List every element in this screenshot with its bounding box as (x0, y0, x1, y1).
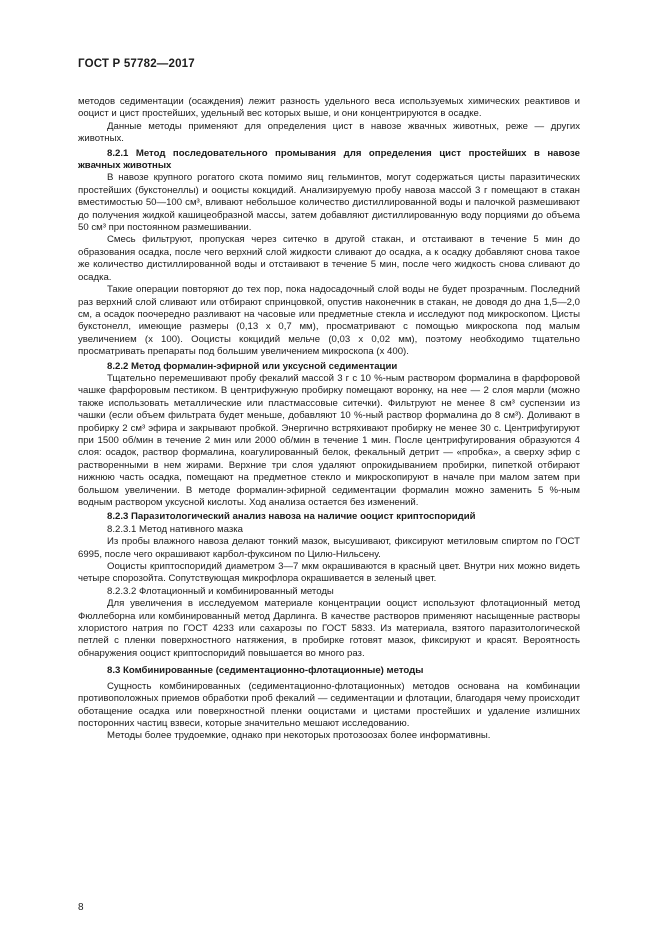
page-number: 8 (78, 902, 84, 913)
document-header: ГОСТ Р 57782—2017 (78, 58, 195, 70)
paragraph: Для увеличения в исследуемом материале концентрации ооцист используют флотационный метод Фюллеборна или комбинированный метод Дарлинга. В качестве растворов применяют насыщенные растворы хлористого натрия по ГОСТ 4233 или сахарозы по ГОСТ 5833. Из материала, взятого паразитологической петлей с пленки поверхностного натяжения, в пробирке готовят мазок, фиксируют и красят. Вероятность обнаружения ооцист криптоспоридий повышается во много раз. (78, 598, 580, 659)
paragraph: Такие операции повторяют до тех пор, пока надосадочный слой воды не будет прозрачным. Последний раз верхний слой сливают или отбирают спринцовкой, опустив наконечник в стакан, не доводя до дна 1,5—2,0 см, а осадок поочередно разливают на часовые или предметные стекла и исследуют под микроскопом. Цисты букстонелл, имеющие размеры (0,13 х 0,7 мм), просматривают с помощью микроскопа под малым увеличением (х 100). Ооцисты кокцидий мельче (0,03 х 0,02 мм), поэтому необходимо тщательно просматривать препараты под большим увеличением микроскопа (х 400). (78, 284, 580, 358)
paragraph: Сущность комбинированных (седиментационно-флотационных) методов основана на комбинации противоположных приемов обработки проб фекалий — седиментации и флотации, благодаря чему происходит оботащение осадка или поверхностной пленки ооцистами и цистами простейших и удаление излишних посторонних частиц взвеси, которые значительно мешают исследованию. (78, 680, 580, 729)
section-heading: 8.3 Комбинированные (седиментационно-флотационные) методы (107, 665, 424, 677)
paragraph: Ооцисты криптоспоридий диаметром 3—7 мкм окрашиваются в красный цвет. Внутри них можно видеть четыре спорозойта. Сопутствующая микрофлора окрашивается в зеленый цвет. (78, 561, 580, 585)
paragraph: В навозе крупного рогатого скота помимо яиц гельминтов, могут содержаться цисты паразитических простейших (букстонеллы) и ооцисты кокцидий. Анализируемую пробу навоза массой 3 г помещают в стакан вместимостью 50—100 см³, вливают небольшое количество дистиллированной воды и палочкой размешивают до получения жидкой кашицеобразной массы, затем добавляют дистиллированную воду порциями до объема 50 см³ при постоянном размешивании. (78, 172, 580, 234)
paragraph: Смесь фильтруют, пропуская через ситечко в другой стакан, и отстаивают в течение 5 мин до образования осадка, после чего верхний слой жидкости сливают до осадка, а к осадку добавляют снова такое же количество дистиллированной воды и отстаивают в течение 5 мин, после чего жидкость снова сливают до осадка. (78, 234, 580, 283)
paragraph: Из пробы влажного навоза делают тонкий мазок, высушивают, фиксируют метиловым спиртом по ГОСТ 6995, после чего окрашивают карбол-фуксином по Цилю-Нильсену. (78, 536, 580, 560)
subsection-heading: 8.2.3.2 Флотационный и комбинированный методы (107, 585, 334, 597)
document-body (78, 96, 580, 743)
section-heading: 8.2.1 Метод последовательного промывания для определения цист простейших в навозе жвачных животных (78, 147, 580, 172)
section-heading: 8.2.3 Паразитологический анализ навоза на наличие ооцист криптоспоридий (107, 511, 476, 523)
paragraph: Тщательно перемешивают пробу фекалий массой 3 г с 10 %-ным раствором формалина в фарфоровой чашке фарфоровым пестиком. В центрифужную пробирку помещают воронку, на нее — 2 слоя марли (можно также использовать металлические или пластмассовые ситечки). Фильтруют не менее 8 см³ суспензии из чашки (если объем фильтрата будет меньше, добавляют 10 %-ный раствор формалина до 8 см³). Доливают в пробирку 2 см³ эфира и закрывают пробкой. Энергично встряхивают пробирку не менее 30 с. Центрифугируют при 1500 об/мин в течение 2 мин или 2000 об/мин в течение 1 мин. После центрифугирования образуются 4 слоя: осадок, раствор формалина, коагулированный белок, фекальный детрит — «пробка», а сверху эфир с растворенными в нем жирами. Верхние три слоя удаляют опрокидыванием пробирки, пипеткой отбирают нижнюю часть осадка, помещают на предметное стекло и микроскопируют в начале при малом затем при большом увеличении. В методе формалин-эфирной седиментации формалин можно заменить 5 %-ным водным раствором уксусной кислоты. Ход анализа остается без изменений. (78, 372, 580, 508)
paragraph: Методы более трудоемкие, однако при некоторых протозоозах более информативны. (107, 730, 491, 742)
paragraph: Данные методы применяют для определения цист в навозе жвачных животных, реже — других животных. (78, 120, 580, 145)
subsection-heading: 8.2.3.1 Метод нативного мазка (107, 523, 243, 535)
paragraph: методов седиментации (осаждения) лежит разность удельного веса используемых химических реактивов и ооцист и цист простейших, удельный вес которых выше, и они концентрируются в осадке. (78, 96, 580, 120)
section-heading: 8.2.2 Метод формалин-эфирной или уксусной седиментации (107, 360, 398, 372)
